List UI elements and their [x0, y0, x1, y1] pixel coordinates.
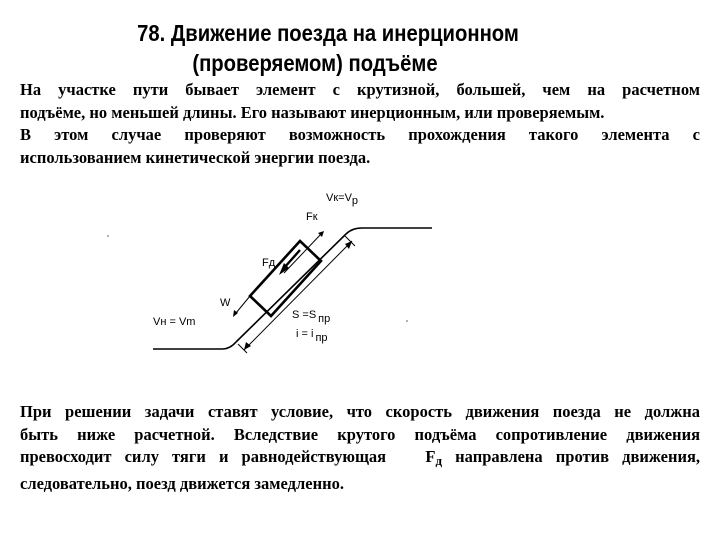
conclusion-line-3-tail: направлена против движения, — [455, 447, 701, 466]
w-arrow-line — [236, 296, 250, 313]
conclusion-line-3-start: превосходит силу тяги и равнодействующая — [20, 447, 387, 466]
decorative-dot-right — [406, 320, 408, 322]
train-body — [250, 241, 321, 316]
intro-line-1: На участке пути бывает элемент с крутизной, большей, чем на расчетном — [20, 80, 700, 99]
conclusion-line-2: быть ниже расчетной. Вследствие крутого подъёма сопротивление движения — [20, 424, 700, 444]
page-title-line-2: (проверяемом) подъёме — [192, 50, 438, 76]
lower-transition-curve — [222, 342, 236, 349]
w-label: W — [220, 297, 231, 309]
fd-label: Fд — [262, 257, 276, 269]
fd-symbol-sub: д — [435, 453, 443, 468]
decorative-dot-left — [107, 235, 109, 237]
fk-label: Fк — [306, 211, 318, 223]
conclusion-line-1: При решении задачи ставят условие, что скорость движения поезда не должна — [20, 402, 700, 421]
s-label: S =S пр — [292, 309, 331, 325]
s-dimension-arrow-start — [244, 342, 251, 350]
conclusion-line-4: следовательно, поезд движется замедленно. — [20, 473, 344, 493]
fd-symbol: F — [425, 447, 436, 466]
upper-transition-curve — [346, 228, 362, 234]
conclusion-paragraph — [20, 401, 700, 495]
vn-label: Vн = Vm — [153, 316, 196, 328]
i-label: i = i пр — [296, 328, 328, 344]
intro-line-4: использованием кинетической энергии поезда. — [20, 147, 371, 167]
page-title-line-1: 78. Движение поезда на инерционном — [137, 20, 519, 46]
intro-line-2: подъёме, но меньшей длины. Его называют инерционным, или проверяемым. — [20, 102, 605, 122]
conclusion-line-3 — [20, 446, 700, 473]
vk-label: Vк=Vр — [326, 192, 359, 207]
intro-line-3: В этом случае проверяют возможность прохождения такого элемента с — [20, 125, 700, 144]
